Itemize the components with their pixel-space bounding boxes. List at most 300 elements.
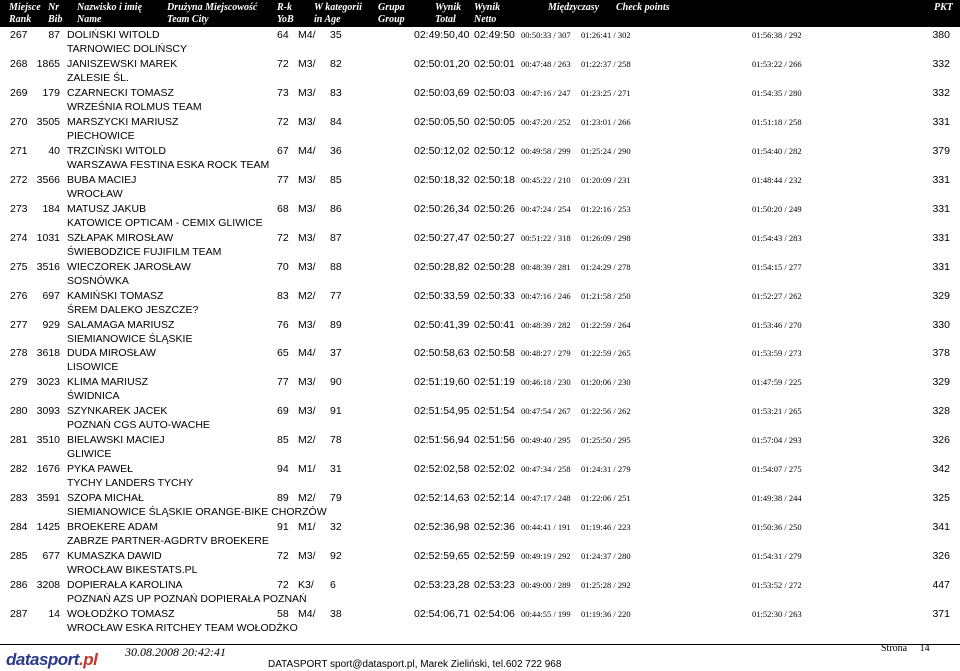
name-cell: DUDA MIROSŁAW [67, 347, 156, 360]
split-1-cell: 00:48:27 / 279 [521, 348, 571, 359]
footer-contact: DATASPORT sport@datasport.pl, Marek Zieliński, tel.602 722 968 [268, 659, 562, 670]
team-cell: ŚWIEBODZICE FUJIFILM TEAM [67, 245, 222, 258]
age-cell: 77 [330, 289, 342, 302]
total-cell: 02:50:03,69 [414, 86, 470, 99]
rank-cell: 279 [10, 376, 28, 389]
total-cell: 02:50:28,82 [414, 260, 470, 273]
split-2-cell: 01:22:16 / 253 [581, 203, 631, 214]
pkt-cell: 331 [932, 231, 950, 244]
bib-cell: 40 [48, 144, 60, 157]
bib-cell: 3208 [36, 579, 60, 592]
age-cell: 78 [330, 434, 342, 447]
rank-cell: 276 [10, 289, 28, 302]
split-1-cell: 00:48:39 / 282 [521, 319, 571, 330]
rank-cell: 273 [10, 202, 28, 215]
header-checkpoints: Check points [616, 2, 670, 13]
split-2-cell: 01:26:09 / 298 [581, 232, 631, 243]
total-cell: 02:51:54,95 [414, 405, 470, 418]
age-cell: 83 [330, 86, 342, 99]
header-total: Total [435, 14, 456, 25]
netto-cell: 02:50:28 [474, 260, 515, 273]
age-cell: 87 [330, 231, 342, 244]
yob-cell: 58 [277, 608, 289, 620]
table-row [0, 261, 960, 290]
yob-cell: 72 [277, 231, 289, 244]
split-3-cell: 01:52:30 / 263 [752, 609, 802, 619]
netto-cell: 02:50:03 [474, 86, 515, 99]
split-1-cell: 00:47:16 / 246 [521, 290, 571, 301]
header-miedzyczasy: Międzyczasy [548, 2, 600, 13]
age-cell: 36 [330, 144, 342, 157]
name-cell: PYKA PAWEŁ [67, 463, 133, 476]
split-1-cell: 00:48:39 / 281 [521, 261, 571, 272]
split-3-cell: 01:54:43 / 283 [752, 232, 802, 243]
netto-cell: 02:50:27 [474, 231, 515, 244]
name-cell: DOLIŃSKI WITOLD [67, 29, 160, 41]
split-3-cell: 01:52:27 / 262 [752, 290, 802, 301]
split-2-cell: 01:20:06 / 230 [581, 377, 631, 388]
netto-cell: 02:52:59 [474, 550, 515, 563]
pkt-cell: 326 [932, 550, 950, 563]
rank-cell: 284 [10, 521, 28, 534]
name-cell: BIELAWSKI MACIEJ [67, 434, 165, 447]
print-date: 30.08.2008 20:42:41 [125, 645, 226, 659]
yob-cell: 72 [277, 115, 289, 128]
yob-cell: 68 [277, 202, 289, 215]
bib-cell: 677 [42, 550, 60, 563]
split-1-cell: 00:49:58 / 299 [521, 145, 571, 156]
team-cell: ŚREM DALEKO JESZCZE? [67, 303, 199, 316]
table-row [0, 347, 960, 376]
bib-cell: 3023 [36, 376, 60, 389]
split-3-cell: 01:53:46 / 270 [752, 319, 802, 330]
name-cell: TRZCIŃSKI WITOLD [67, 144, 166, 157]
rank-cell: 271 [10, 144, 28, 157]
split-3-cell: 01:48:44 / 232 [752, 174, 802, 185]
pkt-cell: 332 [932, 57, 950, 70]
team-cell: TYCHY LANDERS TYCHY [67, 477, 194, 490]
table-row [0, 319, 960, 348]
total-cell: 02:52:36,98 [414, 521, 470, 534]
name-cell: KUMASZKA DAWID [67, 550, 162, 563]
page-number: 14 [919, 643, 930, 654]
team-cell: LISOWICE [67, 361, 119, 374]
header-wynik-total: Wynik [435, 2, 462, 13]
split-3-cell: 01:49:38 / 244 [752, 493, 802, 504]
table-row [0, 521, 960, 550]
table-row [0, 290, 960, 319]
split-3-cell: 01:56:38 / 292 [752, 30, 802, 40]
netto-cell: 02:49:50 [474, 29, 515, 41]
age-cell: 37 [330, 347, 342, 360]
bib-cell: 1676 [36, 463, 60, 476]
split-2-cell: 01:22:56 / 262 [581, 406, 631, 417]
rank-cell: 275 [10, 260, 28, 273]
bib-cell: 3093 [36, 405, 60, 418]
group-cell: M2/ [298, 434, 316, 447]
yob-cell: 76 [277, 318, 289, 331]
header-yob: YoB [277, 14, 294, 25]
split-2-cell: 01:22:37 / 258 [581, 58, 631, 69]
age-cell: 6 [330, 579, 336, 592]
bib-cell: 3510 [36, 434, 60, 447]
netto-cell: 02:52:36 [474, 521, 515, 534]
split-3-cell: 01:53:52 / 272 [752, 580, 802, 591]
team-cell: SIEMIANOWICE ŚLĄSKIE ORANGE-BIKE CHORZÓW [67, 506, 327, 519]
header-rk: R-k [277, 2, 292, 13]
header-grupa: Grupa [378, 2, 405, 13]
rank-cell: 267 [10, 29, 28, 41]
group-cell: M3/ [298, 57, 316, 70]
rank-cell: 278 [10, 347, 28, 360]
table-row [0, 550, 960, 579]
pkt-cell: 331 [932, 173, 950, 186]
yob-cell: 65 [277, 347, 289, 360]
pkt-cell: 378 [932, 347, 950, 360]
team-cell: PIECHOWICE [67, 129, 135, 142]
pkt-cell: 325 [932, 492, 950, 505]
bib-cell: 3516 [36, 260, 60, 273]
split-2-cell: 01:23:25 / 271 [581, 87, 631, 98]
split-3-cell: 01:50:20 / 249 [752, 203, 802, 214]
yob-cell: 67 [277, 144, 289, 157]
total-cell: 02:50:58,63 [414, 347, 470, 360]
bib-cell: 1425 [36, 521, 60, 534]
split-2-cell: 01:23:01 / 266 [581, 116, 631, 127]
total-cell: 02:51:56,94 [414, 434, 470, 447]
netto-cell: 02:50:12 [474, 144, 515, 157]
split-2-cell: 01:22:06 / 251 [581, 493, 631, 504]
pkt-cell: 342 [932, 463, 950, 476]
bib-cell: 1865 [36, 57, 60, 70]
rank-cell: 285 [10, 550, 28, 563]
name-cell: SZYNKAREK JACEK [67, 405, 168, 418]
netto-cell: 02:50:18 [474, 173, 515, 186]
split-3-cell: 01:54:40 / 282 [752, 145, 802, 156]
total-cell: 02:49:50,40 [414, 29, 470, 41]
team-cell: WROCŁAW [67, 187, 123, 200]
team-cell: SIEMIANOWICE ŚLĄSKIE [67, 332, 193, 345]
split-3-cell: 01:51:18 / 258 [752, 116, 802, 127]
name-cell: KLIMA MARIUSZ [67, 376, 149, 389]
pkt-cell: 331 [932, 260, 950, 273]
header-team-city: Team City [167, 14, 209, 25]
split-1-cell: 00:47:17 / 248 [521, 493, 571, 504]
age-cell: 82 [330, 57, 342, 70]
name-cell: SZOPA MICHAŁ [67, 492, 144, 505]
rank-cell: 280 [10, 405, 28, 418]
split-3-cell: 01:54:07 / 275 [752, 464, 802, 475]
rank-cell: 268 [10, 57, 28, 70]
bib-cell: 3566 [36, 173, 60, 186]
rank-cell: 282 [10, 463, 28, 476]
split-3-cell: 01:53:59 / 273 [752, 348, 802, 359]
page-label: Strona [881, 643, 908, 654]
table-row [0, 174, 960, 203]
yob-cell: 72 [277, 579, 289, 592]
split-2-cell: 01:25:50 / 295 [581, 435, 631, 446]
team-cell: WARSZAWA FESTINA ESKA ROCK TEAM [67, 158, 270, 171]
group-cell: M4/ [298, 144, 316, 157]
split-3-cell: 01:54:35 / 280 [752, 87, 802, 98]
header-bib: Bib [48, 14, 63, 25]
name-cell: BUBA MACIEJ [67, 173, 137, 186]
team-cell: WRZEŚNIA ROLMUS TEAM [67, 100, 202, 113]
header-netto: Netto [474, 14, 497, 25]
name-cell: CZARNECKI TOMASZ [67, 86, 174, 99]
total-cell: 02:54:06,71 [414, 608, 470, 620]
group-cell: M4/ [298, 347, 316, 360]
table-row [0, 579, 960, 608]
rank-cell: 287 [10, 608, 28, 620]
rank-cell: 277 [10, 318, 28, 331]
yob-cell: 77 [277, 173, 289, 186]
netto-cell: 02:52:14 [474, 492, 515, 505]
pkt-cell: 380 [932, 29, 950, 41]
split-2-cell: 01:22:59 / 265 [581, 348, 631, 359]
group-cell: M4/ [298, 608, 316, 620]
split-1-cell: 00:49:00 / 289 [521, 580, 571, 591]
team-cell: TARNOWIEC DOLIŃSCY [67, 43, 187, 55]
group-cell: M3/ [298, 550, 316, 563]
team-cell: POZNAŃ AZS UP POZNAŃ DOPIERAŁA POZNAŃ [67, 593, 307, 606]
table-row [0, 145, 960, 174]
netto-cell: 02:51:54 [474, 405, 515, 418]
group-cell: M2/ [298, 289, 316, 302]
age-cell: 31 [330, 463, 342, 476]
table-row [0, 405, 960, 434]
split-1-cell: 00:45:22 / 210 [521, 174, 571, 185]
header-druzyna: Drużyna Miejscowość [167, 2, 258, 13]
split-2-cell: 01:24:29 / 278 [581, 261, 631, 272]
yob-cell: 64 [277, 29, 289, 41]
split-3-cell: 01:53:22 / 266 [752, 58, 802, 69]
split-1-cell: 00:49:40 / 295 [521, 435, 571, 446]
group-cell: M1/ [298, 521, 316, 534]
group-cell: M3/ [298, 318, 316, 331]
pkt-cell: 328 [932, 405, 950, 418]
pkt-cell: 371 [932, 608, 950, 620]
bib-cell: 3505 [36, 115, 60, 128]
team-cell: ZABRZE PARTNER-AGDRTV BROEKERE [67, 535, 269, 548]
datasport-logo: datasport.pl [6, 650, 98, 669]
age-cell: 89 [330, 318, 342, 331]
table-header [0, 0, 960, 27]
age-cell: 38 [330, 608, 342, 620]
age-cell: 32 [330, 521, 342, 534]
table-row [0, 608, 960, 637]
split-1-cell: 00:51:22 / 318 [521, 232, 571, 243]
group-cell: M3/ [298, 115, 316, 128]
total-cell: 02:50:05,50 [414, 115, 470, 128]
yob-cell: 72 [277, 57, 289, 70]
split-1-cell: 00:49:19 / 292 [521, 551, 571, 562]
split-3-cell: 01:53:21 / 265 [752, 406, 802, 417]
rank-cell: 281 [10, 434, 28, 447]
split-2-cell: 01:21:58 / 250 [581, 290, 631, 301]
header-rank: Rank [9, 14, 32, 25]
name-cell: KAMIŃSKI TOMASZ [67, 289, 164, 302]
group-cell: M3/ [298, 231, 316, 244]
bib-cell: 929 [42, 318, 60, 331]
bib-cell: 3618 [36, 347, 60, 360]
pkt-cell: 332 [932, 86, 950, 99]
age-cell: 85 [330, 173, 342, 186]
yob-cell: 73 [277, 86, 289, 99]
group-cell: M2/ [298, 492, 316, 505]
split-3-cell: 01:57:04 / 293 [752, 435, 802, 446]
team-cell: WROCŁAW ESKA RITCHEY TEAM WOŁODŹKO [67, 622, 298, 634]
table-row [0, 87, 960, 116]
pkt-cell: 379 [932, 144, 950, 157]
age-cell: 84 [330, 115, 342, 128]
group-cell: M3/ [298, 86, 316, 99]
name-cell: SALAMAGA MARIUSZ [67, 318, 175, 331]
header-nazwisko: Nazwisko i imię [77, 2, 143, 13]
split-1-cell: 00:47:16 / 247 [521, 87, 571, 98]
header-pkt: PKT [934, 2, 953, 13]
netto-cell: 02:50:58 [474, 347, 515, 360]
netto-cell: 02:50:41 [474, 318, 515, 331]
total-cell: 02:50:26,34 [414, 202, 470, 215]
netto-cell: 02:53:23 [474, 579, 515, 592]
pkt-cell: 331 [932, 115, 950, 128]
bib-cell: 1031 [36, 231, 60, 244]
group-cell: M3/ [298, 376, 316, 389]
total-cell: 02:50:33,59 [414, 289, 470, 302]
table-row [0, 376, 960, 405]
split-1-cell: 00:47:48 / 263 [521, 58, 571, 69]
total-cell: 02:52:59,65 [414, 550, 470, 563]
name-cell: SZŁAPAK MIROSŁAW [67, 231, 174, 244]
split-3-cell: 01:54:15 / 277 [752, 261, 802, 272]
group-cell: M3/ [298, 202, 316, 215]
yob-cell: 72 [277, 550, 289, 563]
total-cell: 02:53:23,28 [414, 579, 470, 592]
split-1-cell: 00:47:24 / 254 [521, 203, 571, 214]
split-1-cell: 00:47:54 / 267 [521, 406, 571, 417]
yob-cell: 70 [277, 260, 289, 273]
split-2-cell: 01:22:59 / 264 [581, 319, 631, 330]
header-wkat: W kategorii [314, 2, 362, 13]
age-cell: 79 [330, 492, 342, 505]
total-cell: 02:50:01,20 [414, 57, 470, 70]
split-3-cell: 01:54:31 / 279 [752, 551, 802, 562]
rank-cell: 272 [10, 173, 28, 186]
group-cell: M1/ [298, 463, 316, 476]
age-cell: 91 [330, 405, 342, 418]
group-cell: M3/ [298, 173, 316, 186]
yob-cell: 69 [277, 405, 289, 418]
split-3-cell: 01:50:36 / 250 [752, 522, 802, 533]
team-cell: POZNAŃ CGS AUTO-WACHE [67, 419, 210, 432]
split-1-cell: 00:47:34 / 258 [521, 464, 571, 475]
table-row [0, 492, 960, 521]
split-3-cell: 01:47:59 / 225 [752, 377, 802, 388]
table-row [0, 463, 960, 492]
split-1-cell: 00:44:55 / 199 [521, 609, 571, 619]
total-cell: 02:50:12,02 [414, 144, 470, 157]
netto-cell: 02:50:01 [474, 57, 515, 70]
total-cell: 02:51:19,60 [414, 376, 470, 389]
table-row [0, 203, 960, 232]
pkt-cell: 329 [932, 376, 950, 389]
team-cell: WROCŁAW BIKESTATS.PL [67, 564, 198, 577]
team-cell: SOSNÓWKA [67, 274, 129, 287]
yob-cell: 89 [277, 492, 289, 505]
header-wynik-netto: Wynik [474, 2, 501, 13]
split-2-cell: 01:19:36 / 220 [581, 609, 631, 619]
bib-cell: 179 [42, 86, 60, 99]
netto-cell: 02:51:19 [474, 376, 515, 389]
bib-cell: 14 [48, 608, 60, 620]
table-row [0, 116, 960, 145]
yob-cell: 77 [277, 376, 289, 389]
team-cell: ŚWIDNICA [67, 390, 120, 403]
total-cell: 02:52:02,58 [414, 463, 470, 476]
age-cell: 88 [330, 260, 342, 273]
netto-cell: 02:50:33 [474, 289, 515, 302]
group-cell: K3/ [298, 579, 314, 592]
bib-cell: 3591 [36, 492, 60, 505]
total-cell: 02:50:41,39 [414, 318, 470, 331]
name-cell: MARSZYCKI MARIUSZ [67, 115, 179, 128]
name-cell: MATUSZ JAKUB [67, 202, 147, 215]
rank-cell: 274 [10, 231, 28, 244]
table-row [0, 58, 960, 87]
bib-cell: 87 [48, 29, 60, 41]
age-cell: 90 [330, 376, 342, 389]
rank-cell: 286 [10, 579, 28, 592]
name-cell: WIECZOREK JAROSŁAW [67, 260, 191, 273]
split-2-cell: 01:20:09 / 231 [581, 174, 631, 185]
team-cell: ZALESIE ŚL. [67, 71, 129, 84]
header-miejsce: Miejsce [9, 2, 41, 13]
group-cell: M3/ [298, 405, 316, 418]
header-nr: Nr [48, 2, 60, 13]
pkt-cell: 447 [932, 579, 950, 592]
split-1-cell: 00:50:33 / 307 [521, 30, 571, 40]
split-1-cell: 00:47:20 / 252 [521, 116, 571, 127]
rank-cell: 269 [10, 86, 28, 99]
name-cell: JANISZEWSKI MAREK [67, 57, 178, 70]
yob-cell: 83 [277, 289, 289, 302]
table-row [0, 232, 960, 261]
yob-cell: 85 [277, 434, 289, 447]
team-cell: KATOWICE OPTICAM - CEMIX GLIWICE [67, 216, 263, 229]
total-cell: 02:50:18,32 [414, 173, 470, 186]
group-cell: M3/ [298, 260, 316, 273]
netto-cell: 02:50:26 [474, 202, 515, 215]
pkt-cell: 331 [932, 202, 950, 215]
header-inage: in Age [314, 14, 341, 25]
total-cell: 02:52:14,63 [414, 492, 470, 505]
pkt-cell: 341 [932, 521, 950, 534]
split-1-cell: 00:46:18 / 230 [521, 377, 571, 388]
page-indicator [881, 643, 930, 654]
split-2-cell: 01:24:31 / 279 [581, 464, 631, 475]
header-group: Group [378, 14, 405, 25]
netto-cell: 02:54:06 [474, 608, 515, 620]
netto-cell: 02:50:05 [474, 115, 515, 128]
age-cell: 92 [330, 550, 342, 563]
split-2-cell: 01:25:28 / 292 [581, 580, 631, 591]
yob-cell: 91 [277, 521, 289, 534]
pkt-cell: 330 [932, 318, 950, 331]
split-2-cell: 01:25:24 / 290 [581, 145, 631, 156]
group-cell: M4/ [298, 29, 316, 41]
split-2-cell: 01:19:46 / 223 [581, 522, 631, 533]
